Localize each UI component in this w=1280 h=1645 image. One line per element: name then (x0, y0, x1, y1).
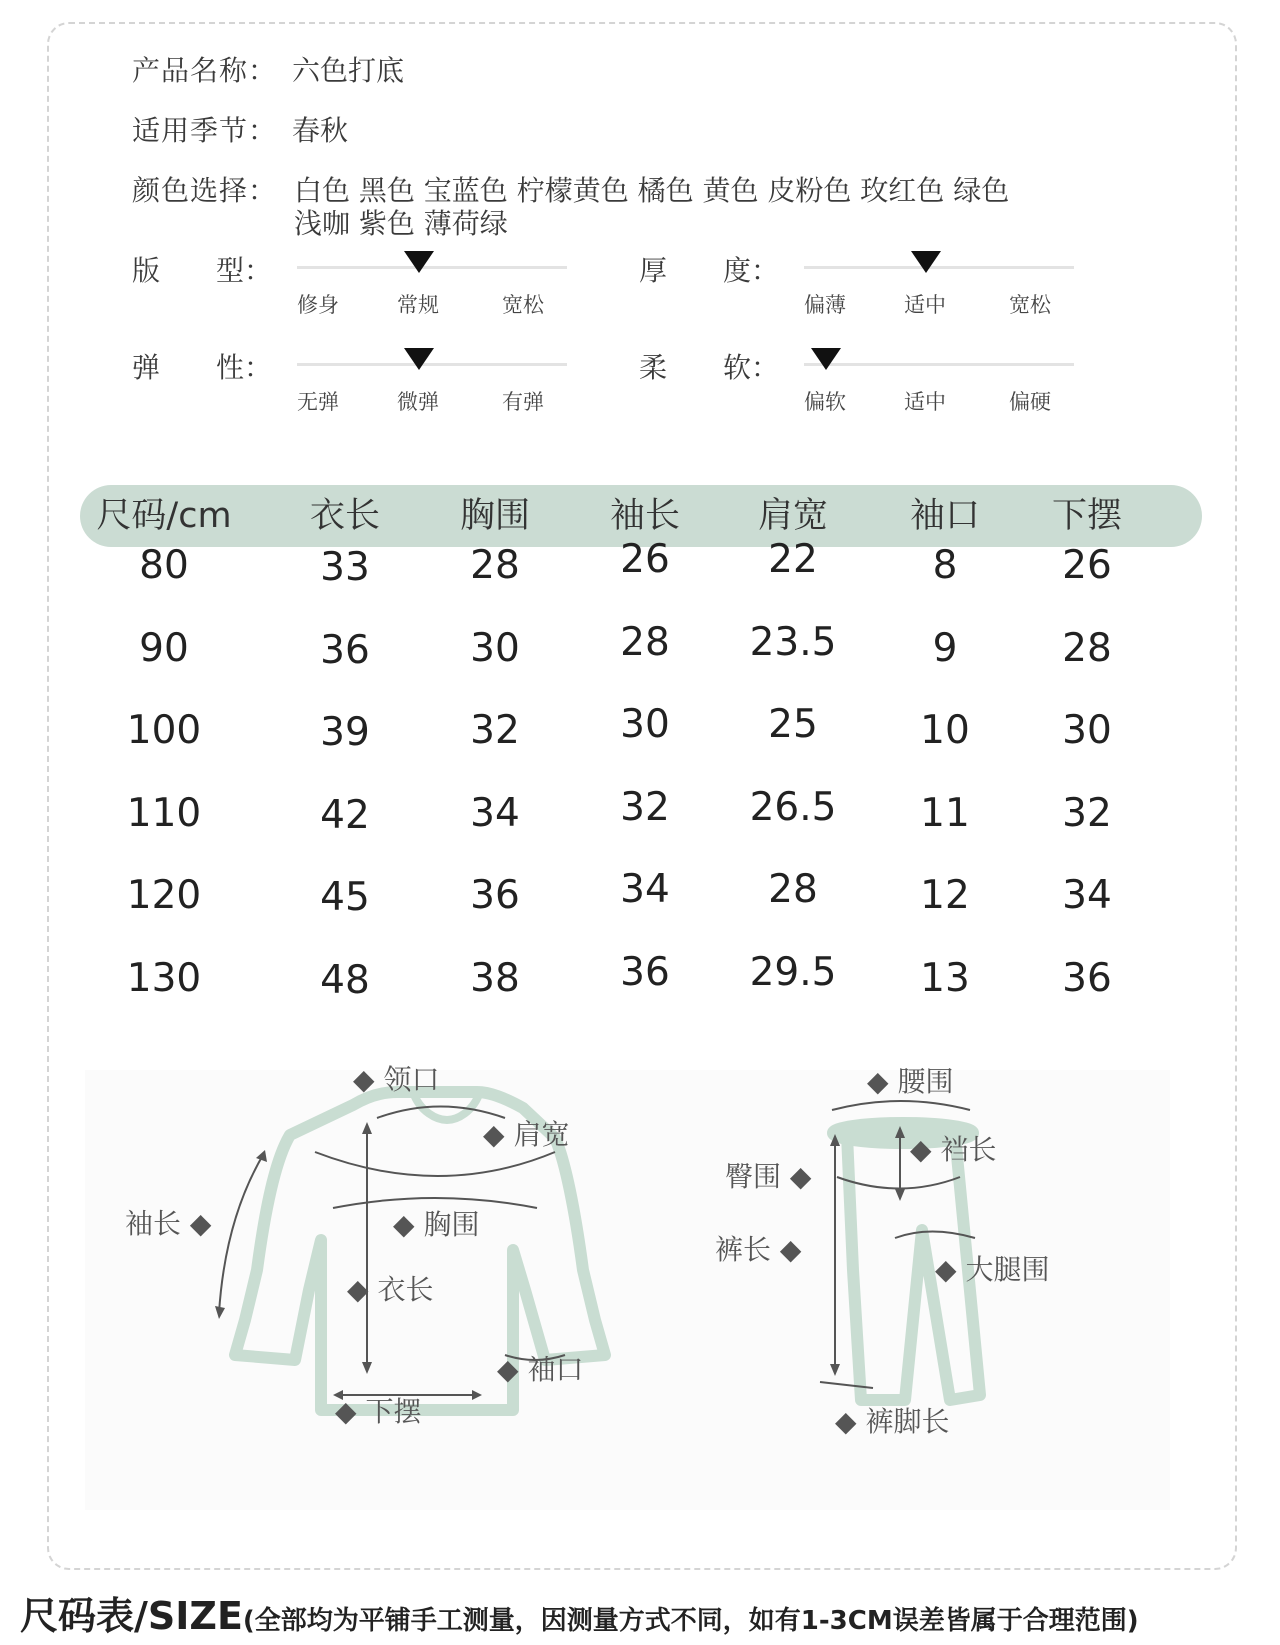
table-cell: 32 (1062, 791, 1112, 836)
table-cell: 48 (320, 958, 370, 1003)
thickness-scale (804, 239, 1074, 319)
scale-track (804, 363, 1074, 366)
table-cell: 28 (768, 867, 818, 912)
table-cell: 23.5 (749, 620, 837, 665)
scale-option: 微弹 (397, 390, 439, 414)
table-cell: 30 (1062, 708, 1112, 753)
scale-marker (811, 348, 841, 370)
color-options-line1: 白色 黑色 宝蓝色 柠檬黄色 橘色 黄色 皮粉色 玫红色 绿色 (294, 174, 1010, 207)
elasticity-scale (297, 336, 567, 416)
fit-scale (297, 239, 567, 319)
table-cell: 26 (620, 537, 670, 582)
table-cell: 42 (320, 793, 370, 838)
table-cell: 36 (470, 873, 520, 918)
table-cell: 34 (470, 791, 520, 836)
table-cell: 28 (1062, 626, 1112, 671)
product-name-label: 产品名称： (132, 54, 278, 87)
footer-note: (全部均为平铺手工测量，因测量方式不同，如有1-3CM误差皆属于合理范围) (242, 1606, 1139, 1636)
table-cell: 110 (126, 791, 202, 836)
scale-marker (404, 251, 434, 273)
table-cell: 11 (920, 791, 970, 836)
shoulder-label: ◆ 肩宽 (483, 1118, 570, 1151)
rise-label: ◆ 裆长 (910, 1133, 997, 1166)
table-header-cell: 袖长 (609, 496, 681, 536)
table-cell: 36 (320, 628, 370, 673)
scale-option: 适中 (904, 293, 946, 317)
scale-option: 偏软 (804, 390, 846, 414)
softness-scale (804, 336, 1074, 416)
table-cell: 80 (139, 543, 189, 588)
collar-label: ◆ 领口 (353, 1063, 440, 1096)
scale-option: 无弹 (297, 390, 339, 414)
pants-length-label: 裤长 ◆ (715, 1233, 802, 1266)
thickness-label: 厚 度： (639, 254, 780, 287)
hem-label: ◆ 下摆 (335, 1395, 422, 1428)
scale-option: 偏薄 (804, 293, 846, 317)
chest-label: ◆ 胸围 (393, 1208, 480, 1241)
table-cell: 9 (932, 626, 958, 671)
fit-label: 版 型： (132, 254, 273, 287)
cuff-label: ◆ 袖口 (497, 1353, 584, 1386)
thigh-label: ◆ 大腿围 (935, 1253, 1050, 1286)
table-header-cell: 肩宽 (757, 496, 829, 536)
color-label: 颜色选择： (132, 174, 278, 207)
table-cell: 12 (920, 873, 970, 918)
table-header-cell: 衣长 (309, 496, 381, 536)
hip-label: 臀围 ◆ (725, 1160, 812, 1193)
table-cell: 34 (1062, 873, 1112, 918)
table-cell: 38 (470, 956, 520, 1001)
measurement-diagram (85, 1063, 1170, 1510)
body-length-label: ◆ 衣长 (347, 1273, 434, 1306)
table-cell: 22 (768, 537, 818, 582)
leg-opening-label: ◆ 裤脚长 (835, 1405, 950, 1438)
table-header-cell: 尺码/cm (96, 496, 232, 536)
table-cell: 33 (320, 545, 370, 590)
table-cell: 26.5 (749, 785, 837, 830)
table-cell: 32 (470, 708, 520, 753)
table-cell: 13 (920, 956, 970, 1001)
softness-label: 柔 软： (639, 351, 780, 384)
scale-marker (911, 251, 941, 273)
footer-caption (20, 1585, 1139, 1640)
table-cell: 32 (620, 785, 670, 830)
table-cell: 25 (768, 702, 818, 747)
waist-label: ◆ 腰围 (867, 1065, 954, 1098)
table-cell: 100 (126, 708, 202, 753)
table-header-cell: 袖口 (909, 496, 981, 536)
table-cell: 8 (932, 543, 958, 588)
footer-title: 尺码表/SIZE (20, 1594, 243, 1638)
scale-option: 修身 (297, 293, 339, 317)
scale-option: 宽松 (1009, 293, 1051, 317)
table-cell: 39 (320, 710, 370, 755)
table-cell: 45 (320, 875, 370, 920)
table-cell: 28 (620, 620, 670, 665)
table-cell: 30 (620, 702, 670, 747)
table-cell: 29.5 (749, 950, 837, 995)
table-cell: 130 (126, 956, 202, 1001)
scale-option: 宽松 (502, 293, 544, 317)
table-cell: 90 (139, 626, 189, 671)
table-cell: 30 (470, 626, 520, 671)
elasticity-label: 弹 性： (132, 351, 273, 384)
table-header-cell: 下摆 (1051, 496, 1123, 536)
table-cell: 10 (920, 708, 970, 753)
product-name-value: 六色打底 (292, 54, 405, 87)
table-cell: 34 (620, 867, 670, 912)
table-cell: 120 (126, 873, 202, 918)
table-cell: 26 (1062, 543, 1112, 588)
scale-marker (404, 348, 434, 370)
scale-option: 偏硬 (1009, 390, 1051, 414)
table-cell: 28 (470, 543, 520, 588)
scale-option: 常规 (397, 293, 439, 317)
table-header-cell: 胸围 (459, 496, 531, 536)
season-label: 适用季节： (132, 114, 278, 147)
table-cell: 36 (1062, 956, 1112, 1001)
color-options-line2: 浅咖 紫色 薄荷绿 (294, 207, 508, 240)
sleeve-length-label: 袖长 ◆ (125, 1207, 212, 1240)
scale-option: 有弹 (502, 390, 544, 414)
table-cell: 36 (620, 950, 670, 995)
scale-option: 适中 (904, 390, 946, 414)
season-value: 春秋 (292, 114, 349, 147)
